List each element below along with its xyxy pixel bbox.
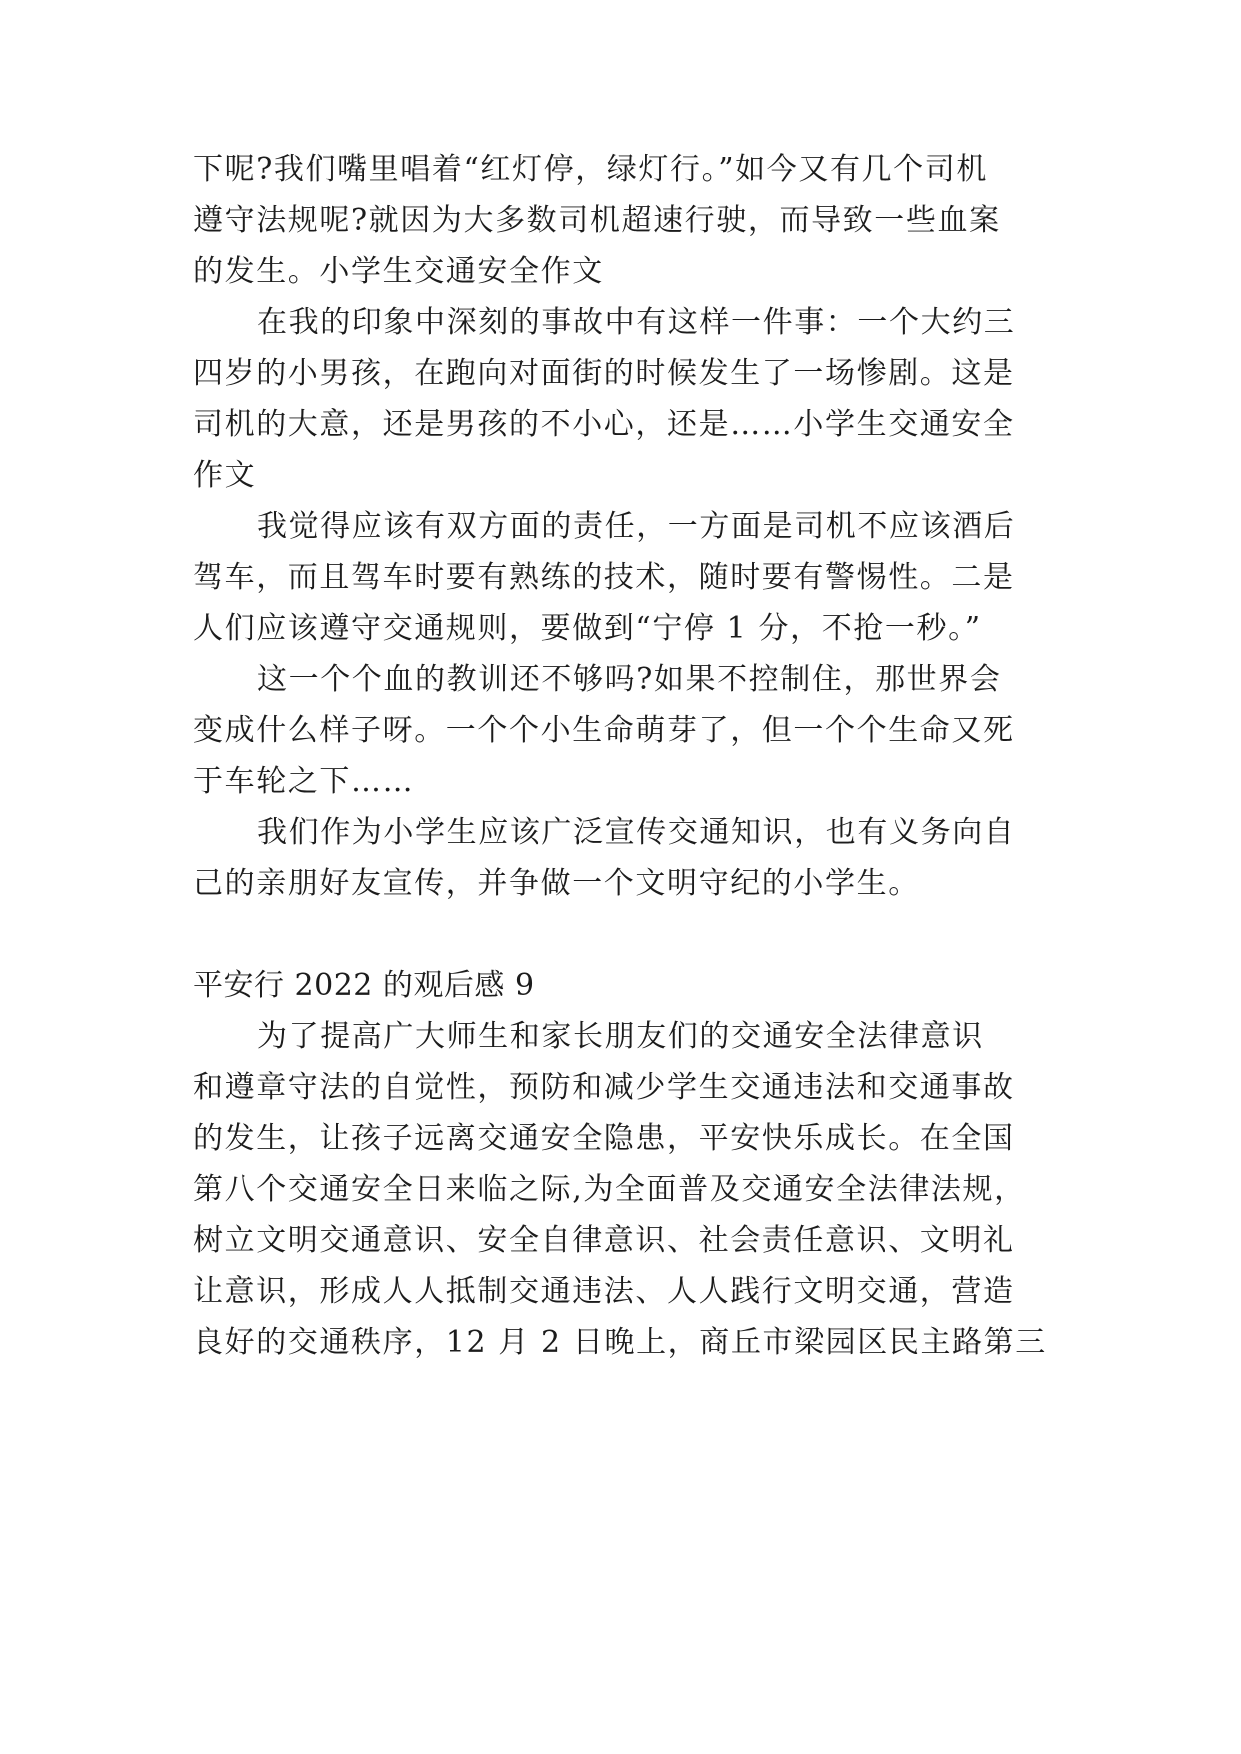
paragraph-first-line: 我们作为小学生应该广泛宣传交通知识，也有义务向自 (257, 815, 1016, 850)
text-line: 让意识，形成人人抵制交通违法、人人践行文明交通，营造 (193, 1274, 1015, 1309)
text-line: 的发生，让孩子远离交通安全隐患，平安快乐成长。在全国 (193, 1121, 1015, 1156)
text-line: 作文 (193, 458, 257, 493)
text-line: 的发生。小学生交通安全作文 (193, 254, 604, 289)
text-line: 司机的大意，还是男孩的不小心，还是……小学生交通安全 (193, 407, 1015, 442)
text-line: 驾车，而且驾车时要有熟练的技术，随时要有警惕性。二是 (193, 560, 1015, 595)
text-line: 良好的交通秩序，12 月 2 日晚上，商丘市梁园区民主路第三 (193, 1325, 1047, 1360)
text-line: 于车轮之下…… (193, 764, 415, 799)
section-heading: 平安行 2022 的观后感 9 (193, 968, 535, 1003)
paragraph-first-line: 我觉得应该有双方面的责任，一方面是司机不应该酒后 (257, 509, 1016, 544)
text-line: 四岁的小男孩，在跑向对面街的时候发生了一场惨剧。这是 (193, 356, 1015, 391)
paragraph-first-line: 在我的印象中深刻的事故中有这样一件事：一个大约三 (257, 305, 1016, 340)
text-line: 人们应该遵守交通规则，要做到“宁停 1 分，不抢一秒。” (193, 611, 982, 646)
text-line: 己的亲朋好友宣传，并争做一个文明守纪的小学生。 (193, 866, 920, 901)
text-line: 树立文明交通意识、安全自律意识、社会责任意识、文明礼 (193, 1223, 1015, 1258)
paragraph-first-line: 这一个个血的教训还不够吗?如果不控制住，那世界会 (257, 662, 1002, 697)
text-line: 变成什么样子呀。一个个小生命萌芽了，但一个个生命又死 (193, 713, 1015, 748)
text-line: 第八个交通安全日来临之际,为全面普及交通安全法律法规， (193, 1172, 1026, 1207)
text-line: 遵守法规呢?就因为大多数司机超速行驶，而导致一些血案 (193, 203, 1001, 238)
paragraph-first-line: 为了提高广大师生和家长朋友们的交通安全法律意识 (257, 1019, 984, 1054)
text-line: 和遵章守法的自觉性，预防和减少学生交通违法和交通事故 (193, 1070, 1015, 1105)
text-line: 下呢?我们嘴里唱着“红灯停，绿灯行。”如今又有几个司机 (193, 152, 988, 187)
